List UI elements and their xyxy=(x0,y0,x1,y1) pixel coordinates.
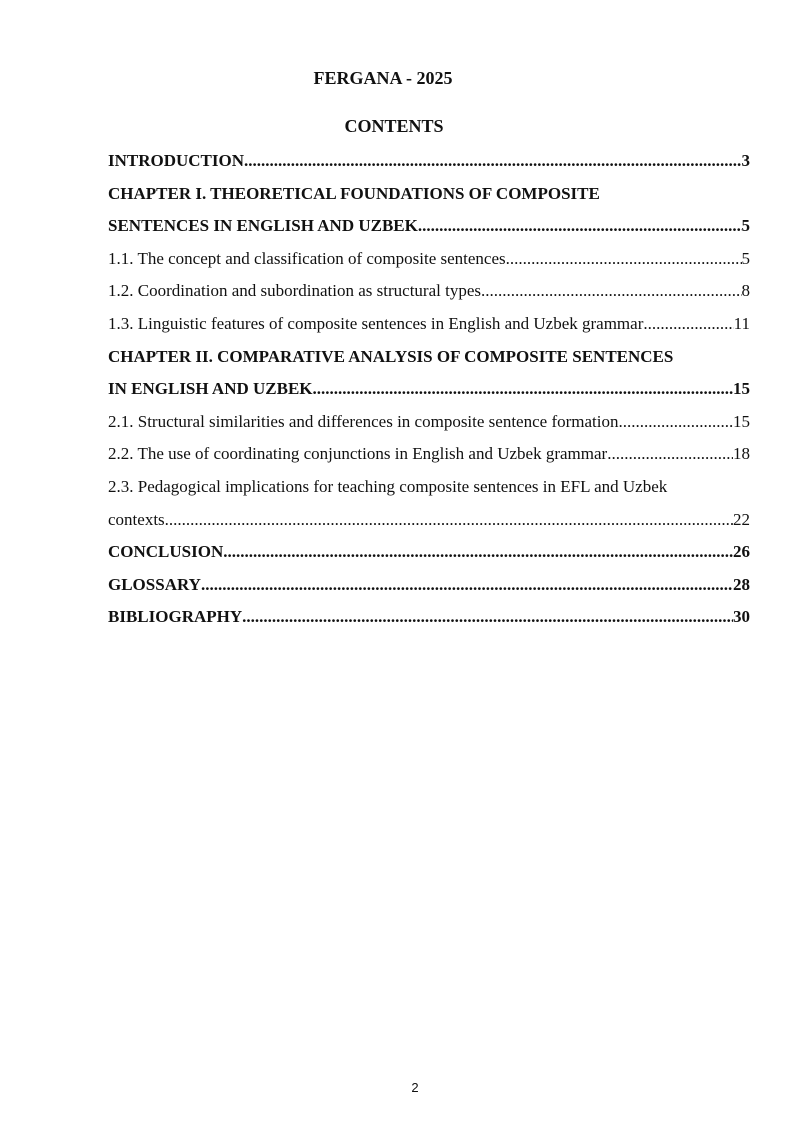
toc-entry-page: 18 xyxy=(733,444,750,464)
dot-leader xyxy=(506,243,742,276)
toc-entry-title: CHAPTER I. THEORETICAL FOUNDATIONS OF COMPOSITE xyxy=(108,183,600,203)
toc-entry-title: IN ENGLISH AND UZBEK xyxy=(108,379,313,399)
toc-entry-title: GLOSSARY xyxy=(108,574,201,594)
toc-entry-2-3-line2 xyxy=(108,504,750,537)
toc-entry-page: 3 xyxy=(741,151,750,170)
toc-entry-title: BIBLIOGRAPHY xyxy=(108,607,243,627)
toc-entry-glossary xyxy=(108,569,750,602)
dot-leader xyxy=(244,145,741,178)
dot-leader xyxy=(201,569,733,602)
dot-leader xyxy=(481,275,742,308)
toc-entry-title: contexts xyxy=(108,509,165,529)
toc-entry-page: 15 xyxy=(733,379,750,399)
dot-leader xyxy=(618,406,733,439)
dot-leader xyxy=(242,601,733,634)
toc-entry-page: 8 xyxy=(741,281,750,301)
toc-entry-title: 1.3. Linguistic features of composite sentences in English and Uzbek grammar xyxy=(108,313,644,333)
toc-entry-page: 11 xyxy=(733,313,750,333)
toc-entry-chapter1-line1 xyxy=(108,178,750,211)
toc-entry-2-1 xyxy=(108,406,750,439)
toc-entry-title: 2.2. The use of coordinating conjunctions in English and Uzbek grammar xyxy=(108,444,608,464)
toc-entry-page: 22 xyxy=(733,509,750,529)
toc-entry-bibliography xyxy=(108,601,750,634)
toc-entry-1-3 xyxy=(108,308,750,341)
dot-leader xyxy=(165,504,733,537)
toc-entry-introduction xyxy=(108,145,750,178)
toc-entry-1-2 xyxy=(108,275,750,308)
toc-entry-title: 1.1. The concept and classification of composite sentences xyxy=(108,248,506,268)
contents-heading: CONTENTS xyxy=(344,116,444,136)
city-year: FERGANA - 2025 xyxy=(313,68,453,88)
dot-leader xyxy=(643,308,733,341)
dot-leader xyxy=(313,373,733,406)
toc-entry-title: CHAPTER II. COMPARATIVE ANALYSIS OF COMPOSITE SENTENCES xyxy=(108,346,674,366)
toc-entry-title: INTRODUCTION xyxy=(108,151,245,170)
toc-entry-page: 28 xyxy=(733,574,750,594)
toc-entry-page: 26 xyxy=(733,542,750,562)
toc-entry-title: 2.1. Structural similarities and differences in composite sentence formation xyxy=(108,411,619,431)
toc-entry-title: SENTENCES IN ENGLISH AND UZBEK xyxy=(108,216,418,236)
dot-leader xyxy=(418,210,742,243)
dot-leader xyxy=(607,438,733,471)
toc-entry-title: 2.3. Pedagogical implications for teaching composite sentences in EFL and Uzbek xyxy=(108,476,668,496)
toc-entry-chapter1-line2 xyxy=(108,210,750,243)
toc-entry-page: 30 xyxy=(733,607,750,627)
dot-leader xyxy=(223,536,733,569)
toc-entry-1-1 xyxy=(108,243,750,276)
toc-entry-page: 15 xyxy=(733,411,750,431)
toc-entry-2-3-line1 xyxy=(108,471,750,504)
toc-entry-chapter2-line2 xyxy=(108,373,750,406)
toc-entry-page: 5 xyxy=(741,248,750,268)
toc-entry-title: CONCLUSION xyxy=(108,542,224,562)
page-number: 2 xyxy=(411,1080,419,1095)
toc-entry-conclusion xyxy=(108,536,750,569)
toc-entry-chapter2-line1 xyxy=(108,341,750,374)
table-of-contents xyxy=(108,145,750,634)
toc-entry-page: 5 xyxy=(741,216,750,236)
toc-entry-2-2 xyxy=(108,438,750,471)
toc-entry-title: 1.2. Coordination and subordination as structural types xyxy=(108,281,481,301)
